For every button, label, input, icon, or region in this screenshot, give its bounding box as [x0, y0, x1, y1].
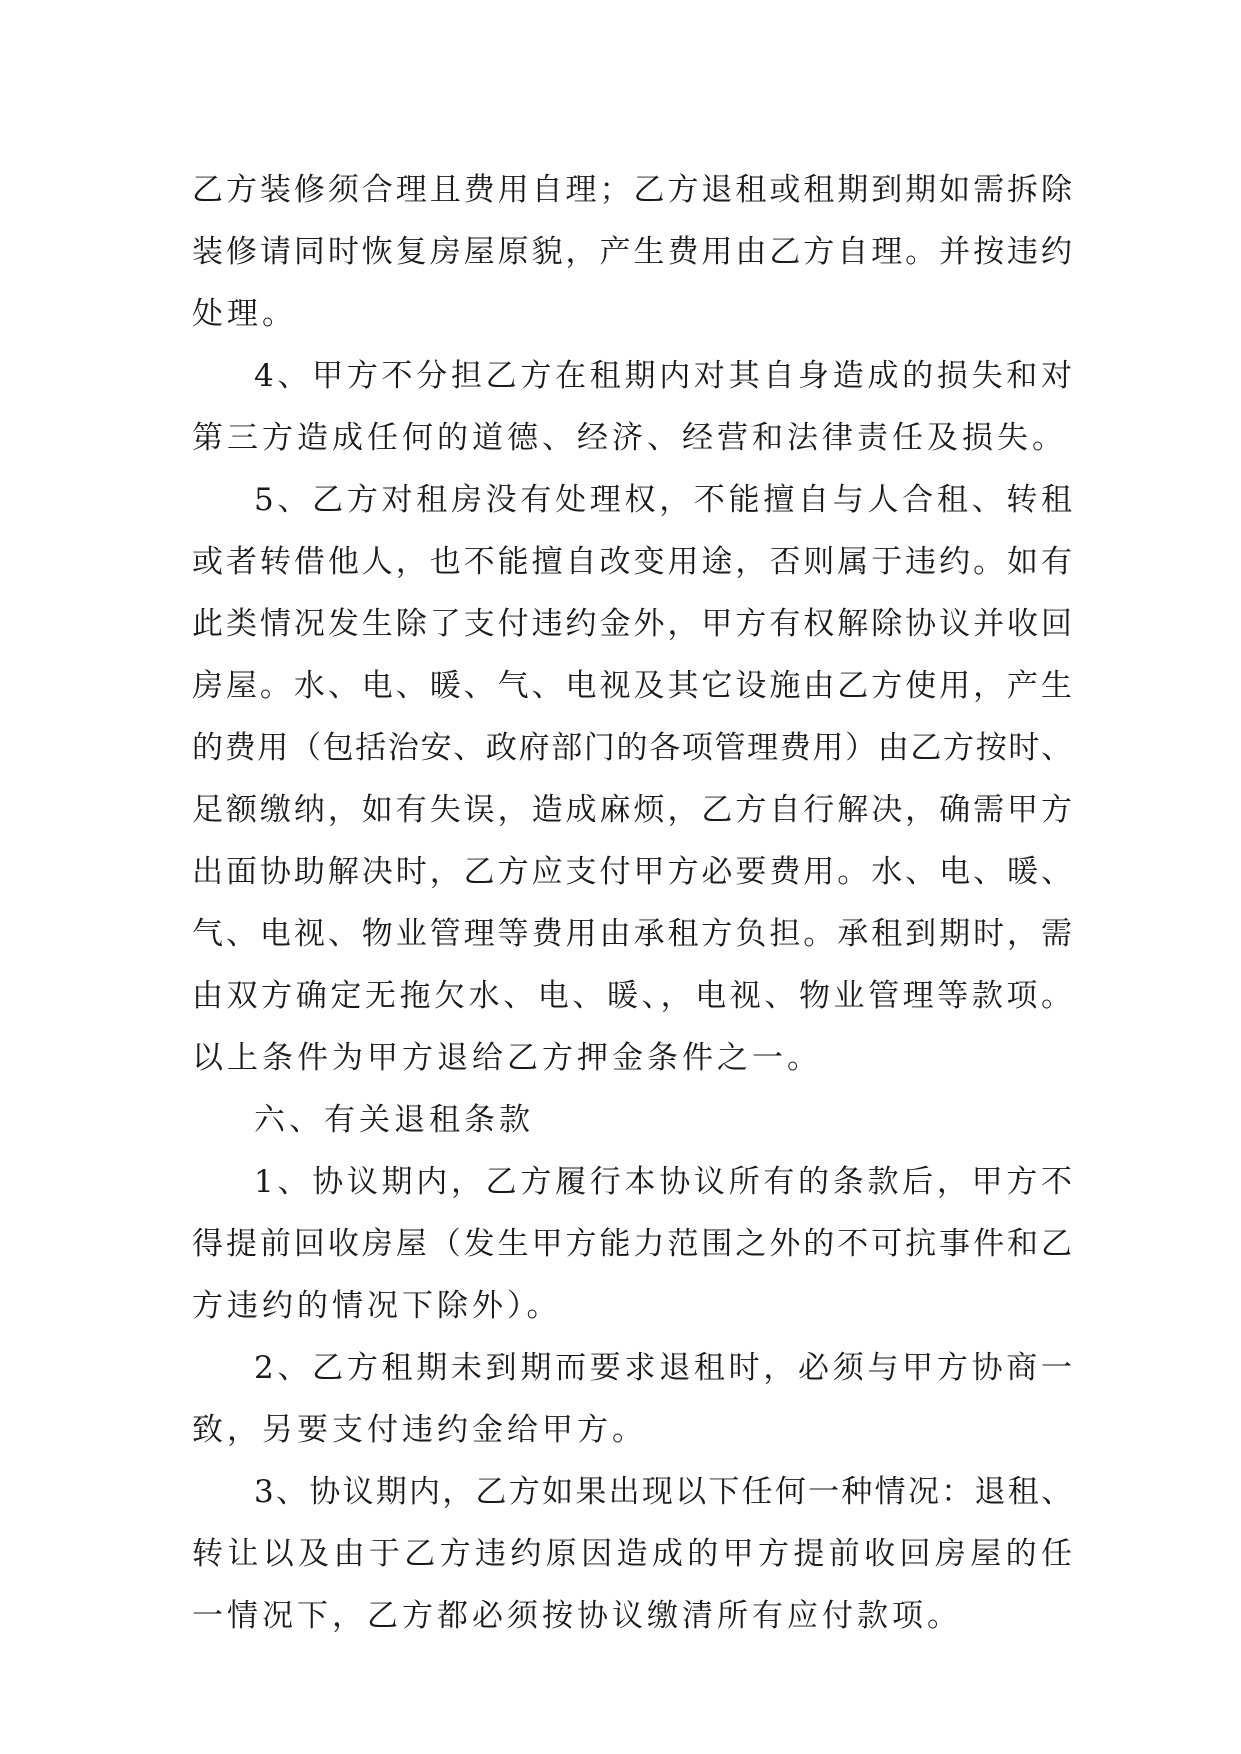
text-line: 第三方造成任何的道德、经济、经营和法律责任及损失。 [192, 420, 1067, 456]
text-line: 气、电视、物业管理等费用由承租方负担。承租到期时，需 [192, 916, 1072, 952]
text-line: 由双方确定无拖欠水、电、暖、，电视、物业管理等款项。 [192, 978, 1072, 1014]
text-line: 5、乙方对租房没有处理权，不能擅自与人合租、转租 [254, 482, 1072, 518]
text-line: 以上条件为甲方退给乙方押金条件之一。 [192, 1040, 822, 1076]
text-line: 的费用（包括治安、政府部门的各项管理费用）由乙方按时、 [192, 730, 1072, 766]
text-line: 或者转借他人，也不能擅自改变用途，否则属于违约。如有 [192, 544, 1072, 580]
text-line: 得提前回收房屋（发生甲方能力范围之外的不可抗事件和乙 [192, 1226, 1072, 1262]
text-line: 1、协议期内，乙方履行本协议所有的条款后，甲方不 [254, 1164, 1072, 1200]
text-line: 此类情况发生除了支付违约金外，甲方有权解除协议并收回 [192, 606, 1072, 642]
text-line: 3、协议期内，乙方如果出现以下任何一种情况：退租、 [254, 1474, 1072, 1510]
text-line: 4、甲方不分担乙方在租期内对其自身造成的损失和对 [254, 358, 1072, 394]
text-line: 转让以及由于乙方违约原因造成的甲方提前收回房屋的任 [192, 1536, 1072, 1572]
text-line: 六、有关退租条款 [254, 1102, 534, 1138]
text-line: 乙方装修须合理且费用自理；乙方退租或租期到期如需拆除 [192, 172, 1072, 208]
text-line: 房屋。水、电、暖、气、电视及其它设施由乙方使用，产生 [192, 668, 1072, 704]
text-line: 装修请同时恢复房屋原貌，产生费用由乙方自理。并按违约 [192, 234, 1072, 270]
text-line: 足额缴纳，如有失误，造成麻烦，乙方自行解决，确需甲方 [192, 792, 1072, 828]
text-line: 2、乙方租期未到期而要求退租时，必须与甲方协商一 [254, 1350, 1072, 1386]
text-line: 出面协助解决时，乙方应支付甲方必要费用。水、电、暖、 [192, 854, 1072, 890]
text-line: 处理。 [192, 296, 297, 332]
text-line: 致，另要支付违约金给甲方。 [192, 1412, 647, 1448]
text-line: 一情况下，乙方都必须按协议缴清所有应付款项。 [192, 1598, 962, 1634]
document-body [192, 159, 1072, 1647]
text-line: 方违约的情况下除外）。 [192, 1288, 562, 1324]
